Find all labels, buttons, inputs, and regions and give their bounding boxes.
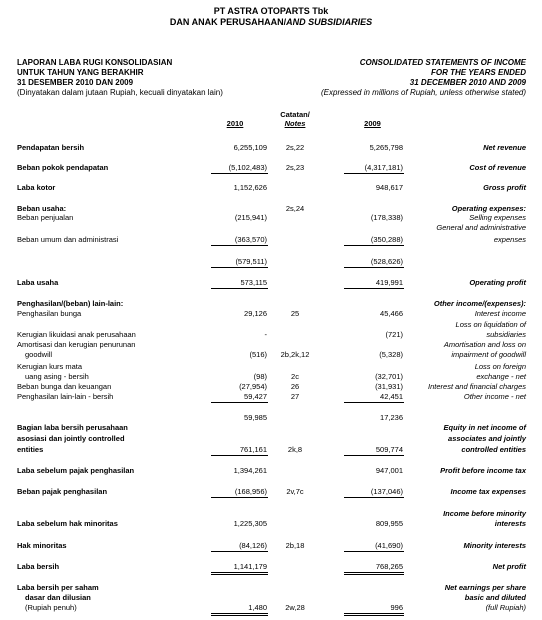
- rule-2010-opex-total: [211, 267, 268, 268]
- value-2010: 1,152,626: [233, 183, 267, 192]
- row-label: Pendapatan bersih: [17, 143, 85, 152]
- value-2009: (528,626): [370, 257, 403, 266]
- column-2010: 2010: [226, 119, 244, 128]
- value-2009: (178,338): [370, 213, 403, 222]
- statement-row: [0, 392, 542, 402]
- column-notes-2: Notes: [284, 119, 306, 128]
- english-label: exchange - net: [476, 372, 526, 381]
- english-label: expenses: [493, 235, 526, 244]
- rule-2010-tax: [211, 497, 268, 498]
- english-label: Minority interests: [463, 541, 526, 550]
- english-label: Equity in net income of: [443, 423, 526, 432]
- rule-2010-eps: [211, 613, 268, 614]
- row-label: Laba sebelum hak minoritas: [17, 519, 118, 528]
- row-label: Penghasilan lain-lain - bersih: [17, 392, 114, 401]
- value-2010: (516): [249, 350, 267, 359]
- value-2009: 419,991: [375, 278, 403, 287]
- rule-2009-opex: [344, 245, 404, 246]
- statement-row: [0, 278, 542, 288]
- rule-2009-tax: [344, 497, 404, 498]
- rule-2010-other: [211, 402, 268, 403]
- rule-2009-opex-total: [344, 267, 404, 268]
- statement-row: [0, 372, 542, 382]
- value-2010: (168,956): [234, 487, 267, 496]
- english-label: Other income/(expenses):: [433, 299, 526, 308]
- english-label: subsidiaries: [486, 330, 526, 339]
- value-2010: -: [264, 330, 267, 339]
- english-label: Selling expenses: [469, 213, 526, 222]
- value-2010: 29,126: [244, 309, 267, 318]
- value-2010: 1,480: [248, 603, 267, 612]
- row-label: Beban usaha:: [17, 204, 67, 213]
- value-2009: 947,001: [375, 466, 403, 475]
- title-en-line-2: FOR THE YEARS ENDED: [431, 68, 526, 77]
- english-label: associates and jointly: [448, 434, 526, 443]
- statement-row: [0, 362, 542, 372]
- note-ref: 2s,22: [285, 143, 305, 152]
- note-ref: 2k,8: [287, 445, 303, 454]
- value-2009: (721): [385, 330, 403, 339]
- row-label: goodwill: [25, 350, 53, 359]
- note-ref: 2w,28: [285, 603, 305, 612]
- value-2009: (137,046): [370, 487, 403, 496]
- value-2009: 42,451: [380, 392, 403, 401]
- title-id-line-1: LAPORAN LABA RUGI KONSOLIDASIAN: [17, 58, 173, 67]
- row-label: Beban umum dan administrasi: [17, 235, 119, 244]
- value-2010: 1,394,261: [233, 466, 267, 475]
- column-2009: 2009: [364, 119, 381, 128]
- english-label: Amortisation and loss on: [443, 340, 526, 349]
- rule-2009-minority: [344, 551, 404, 552]
- statement-row: [0, 413, 542, 423]
- row-label: Laba usaha: [17, 278, 59, 287]
- value-2009: (350,288): [370, 235, 403, 244]
- note-ref: 2s,24: [285, 204, 305, 213]
- english-label: Profit before income tax: [440, 466, 526, 475]
- english-label: controlled entities: [461, 445, 526, 454]
- row-label: Amortisasi dan kerugian penurunan: [17, 340, 136, 349]
- value-2010: 573,115: [240, 278, 267, 287]
- english-label: Gross profit: [483, 183, 526, 192]
- statement-row: [0, 340, 542, 350]
- value-2010: (363,570): [234, 235, 267, 244]
- value-2009: (31,931): [375, 382, 403, 391]
- rule-2010-opprofit: [211, 288, 268, 289]
- value-2009: (4,317,181): [364, 163, 403, 172]
- value-2010: (98): [253, 372, 267, 381]
- row-label: Penghasilan bunga: [17, 309, 82, 318]
- company-name: PT ASTRA OTOPARTS Tbk: [213, 6, 329, 16]
- value-2009: 509,774: [375, 445, 403, 454]
- statement-row: [0, 320, 542, 330]
- statement-row: [0, 213, 542, 223]
- note-ref: 2s,23: [285, 163, 305, 172]
- row-label: Laba bersih per saham: [17, 583, 99, 592]
- statement-row: [0, 350, 542, 360]
- english-label: interests: [494, 519, 526, 528]
- statement-row: [0, 183, 542, 193]
- statement-row: [0, 330, 542, 340]
- english-label: Interest income: [474, 309, 526, 318]
- row-label: Beban bunga dan keuangan: [17, 382, 112, 391]
- value-2010: 59,985: [244, 413, 267, 422]
- rule-2009-eps: [344, 613, 404, 614]
- row-label: Beban pajak penghasilan: [17, 487, 108, 496]
- value-2009: 17,236: [380, 413, 403, 422]
- row-label: Beban penjualan: [17, 213, 74, 222]
- company-subtitle: [0, 17, 542, 28]
- value-2009: (41,690): [375, 541, 403, 550]
- value-2010: (215,941): [234, 213, 267, 222]
- statement-row: [0, 509, 542, 519]
- row-label: (Rupiah penuh): [25, 603, 77, 612]
- value-2009: 45,466: [380, 309, 403, 318]
- english-label: Interest and financial charges: [428, 382, 526, 391]
- statement-row: [0, 299, 542, 309]
- statement-row: [0, 382, 542, 392]
- statement-row: [0, 466, 542, 476]
- note-ref: 2b,18: [285, 541, 305, 550]
- rule-2010-minority: [211, 551, 268, 552]
- row-label: dasar dan dilusian: [25, 593, 91, 602]
- value-2010: 6,255,109: [233, 143, 267, 152]
- statement-row: [0, 603, 542, 613]
- statement-row: [0, 235, 542, 245]
- statement-row: [0, 445, 542, 455]
- rule-2009-net: [344, 572, 404, 573]
- column-notes-1: Catatan/: [280, 110, 310, 119]
- value-2009: 5,265,798: [369, 143, 403, 152]
- english-label: Loss on liquidation of: [455, 320, 526, 329]
- english-label: Cost of revenue: [469, 163, 526, 172]
- row-label: Bagian laba bersih perusahaan: [17, 423, 128, 432]
- value-2010: 761,161: [239, 445, 267, 454]
- row-label: Penghasilan/(beban) lain-lain:: [17, 299, 124, 308]
- statement-row: [0, 562, 542, 572]
- row-label: Laba sebelum pajak penghasilan: [17, 466, 135, 475]
- note-ref: 2v,7c: [286, 487, 304, 496]
- english-label: Net profit: [492, 562, 526, 571]
- row-label: Beban pokok pendapatan: [17, 163, 109, 172]
- statement-row: [0, 163, 542, 173]
- rule-2009-cost: [344, 173, 404, 174]
- title-en-line-1: CONSOLIDATED STATEMENTS OF INCOME: [359, 58, 526, 67]
- note-ref: 2b,2k,12: [280, 350, 310, 359]
- statement-row: [0, 593, 542, 603]
- note-ref: 25: [290, 309, 300, 318]
- rule-2009-opprofit: [344, 288, 404, 289]
- statement-row: [0, 309, 542, 319]
- rule-2010-net-double: [211, 574, 268, 575]
- value-2009: 768,265: [375, 562, 403, 571]
- title-id-note: (Dinyatakan dalam jutaan Rupiah, kecuali dinyatakan lain): [17, 88, 223, 97]
- value-2009: 809,955: [375, 519, 403, 528]
- row-label: uang asing - bersih: [25, 372, 89, 381]
- value-2009: 948,617: [375, 183, 403, 192]
- english-label: Income before minority: [443, 509, 526, 518]
- title-id-line-2: UNTUK TAHUN YANG BERAKHIR: [17, 68, 144, 77]
- rule-2010-net: [211, 572, 268, 573]
- value-2010: 1,141,179: [233, 562, 267, 571]
- rule-2010-cost: [211, 173, 268, 174]
- note-ref: 27: [290, 392, 300, 401]
- english-label: Income tax expenses: [450, 487, 526, 496]
- row-label: Hak minoritas: [17, 541, 67, 550]
- value-2009: (32,701): [375, 372, 403, 381]
- row-label: asosiasi dan jointly controlled: [17, 434, 125, 443]
- value-2010: (84,126): [239, 541, 267, 550]
- english-label: Net earnings per share: [444, 583, 526, 592]
- english-label: Net revenue: [483, 143, 526, 152]
- subsidiaries-prefix: DAN ANAK PERUSAHAAN/: [169, 17, 287, 27]
- english-label: Other income - net: [463, 392, 526, 401]
- value-2010: (579,511): [235, 257, 267, 266]
- note-ref: 2c: [291, 372, 299, 381]
- row-label: Laba kotor: [17, 183, 56, 192]
- rule-2009-net-double: [344, 574, 404, 575]
- note-ref: 26: [290, 382, 300, 391]
- statement-row: [0, 223, 542, 233]
- rule-2010-eps-double: [211, 615, 268, 616]
- english-label: basic and diluted: [464, 593, 526, 602]
- rule-2009-eps-double: [344, 615, 404, 616]
- rule-2009-equity: [344, 455, 404, 456]
- value-2010: (27,954): [239, 382, 267, 391]
- value-2010: 1,225,305: [233, 519, 267, 528]
- title-id-line-3: 31 DESEMBER 2010 DAN 2009: [17, 78, 134, 87]
- english-label: (full Rupiah): [485, 603, 526, 612]
- value-2010: 59,427: [244, 392, 267, 401]
- english-label: Loss on foreign: [474, 362, 526, 371]
- statement-row: [0, 434, 542, 444]
- statement-row: [0, 583, 542, 593]
- row-label: Kerugian kurs mata: [17, 362, 83, 371]
- statement-row: [0, 143, 542, 153]
- row-label: Kerugian likuidasi anak perusahaan: [17, 330, 136, 339]
- rule-2010-opex: [211, 245, 268, 246]
- value-2009: (5,328): [379, 350, 403, 359]
- title-en-note: (Expressed in millions of Rupiah, unless otherwise stated): [321, 88, 526, 97]
- statement-row: [0, 541, 542, 551]
- statement-row: [0, 423, 542, 433]
- english-label: General and administrative: [436, 223, 526, 232]
- english-label: Operating profit: [469, 278, 526, 287]
- row-label: Laba bersih: [17, 562, 60, 571]
- title-en-line-3: 31 DECEMBER 2010 AND 2009: [409, 78, 526, 87]
- value-2010: (5,102,483): [228, 163, 267, 172]
- subsidiaries-en: AND SUBSIDIARIES: [286, 17, 373, 27]
- english-label: Operating expenses:: [451, 204, 526, 213]
- statement-row: [0, 257, 542, 267]
- english-label: impairment of goodwill: [451, 350, 526, 359]
- row-label: entities: [17, 445, 44, 454]
- value-2009: 996: [390, 603, 403, 612]
- statement-row: [0, 519, 542, 529]
- statement-row: [0, 487, 542, 497]
- rule-2009-other: [344, 402, 404, 403]
- rule-2010-equity: [211, 455, 268, 456]
